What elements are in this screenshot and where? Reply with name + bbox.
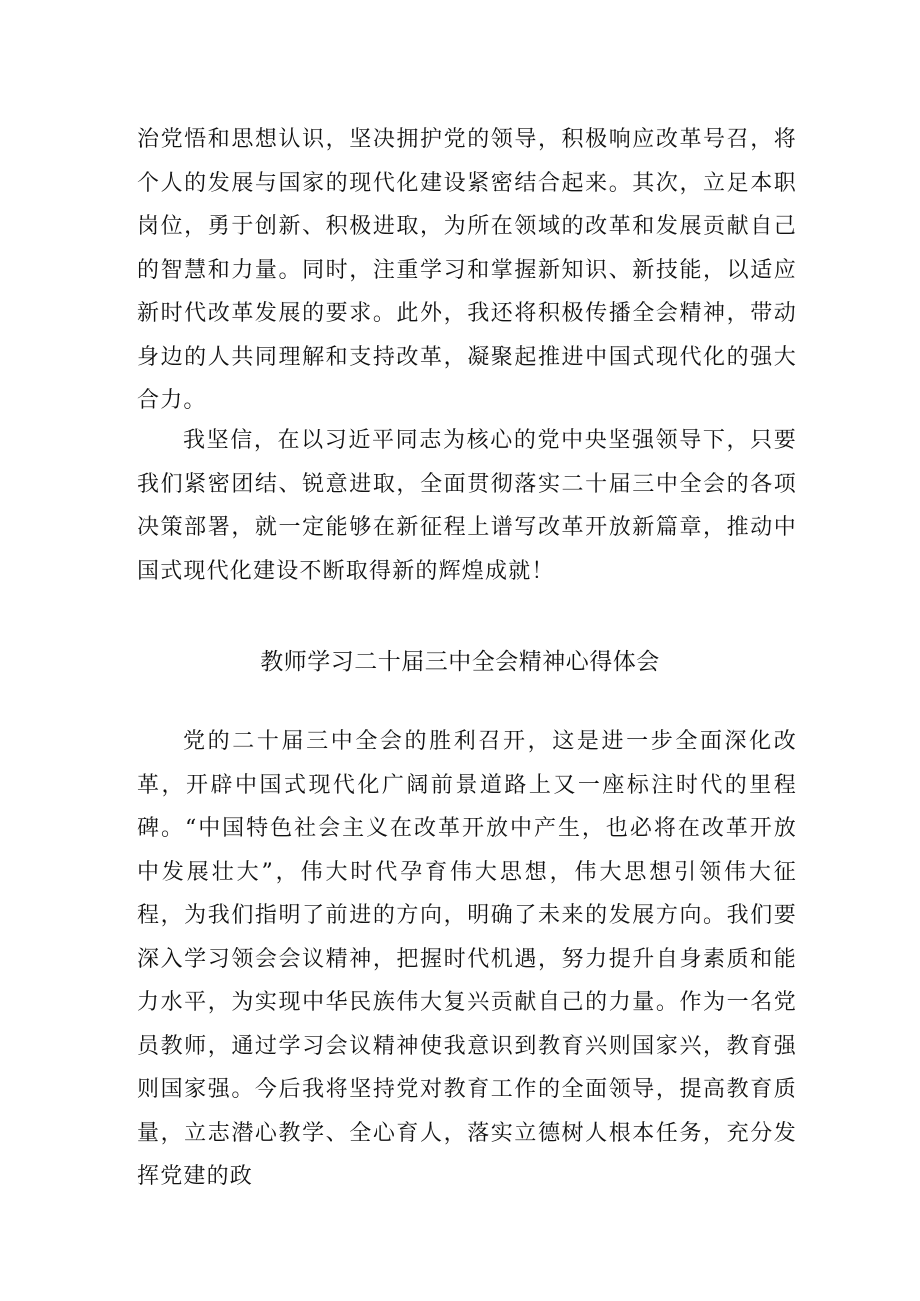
paragraph-teacher-reflection: 党的二十届三中全会的胜利召开，这是进一步全面深化改革，开辟中国式现代化广阔前景道路上又一座标注时代的里程碑。“中国特色社会主义在改革开放中产生，也必将在改革开放中发展壮大”，伟大时代孕育伟大思想，伟大思想引领伟大征程，为我们指明了前进的方向，明确了未来的发展方向。我们要深入学习领会会议精神，把握时代机遇，努力提升自身素质和能力水平，为实现中华民族伟大复兴贡献自己的力量。作为一名党员教师，通过学习会议精神使我意识到教育兴则国家兴，教育强则国家强。今后我将坚持党对教育工作的全面领导，提高教育质量，立志潜心教学、全心育人，落实立德树人根本任务，充分发挥党建的政 [137,729,797,1189]
paragraph-conclusion: 我坚信，在以习近平同志为核心的党中央坚强领导下，只要我们紧密团结、锐意进取，全面贯彻落实二十届三中全会的各项决策部署，就一定能够在新征程上谱写改革开放新篇章，推动中国式现代化建设不断取得新的辉煌成就！ [137,428,797,584]
section-title: 教师学习二十届三中全会精神心得体会 [260,649,660,675]
body-text-block-1 [137,118,797,423]
paragraph-continuation: 治党悟和思想认识，坚决拥护党的领导，积极响应改革号召，将个人的发展与国家的现代化建设紧密结合起来。其次，立足本职岗位，勇于创新、积极进取，为所在领域的改革和发展贡献自己的智慧和力量。同时，注重学习和掌握新知识、新技能，以适应新时代改革发展的要求。此外，我还将积极传播全会精神，带动身边的人共同理解和支持改革，凝聚起推进中国式现代化的强大合力。 [137,127,797,413]
body-text-block-2 [137,419,797,593]
body-text-block-3 [137,720,797,1199]
